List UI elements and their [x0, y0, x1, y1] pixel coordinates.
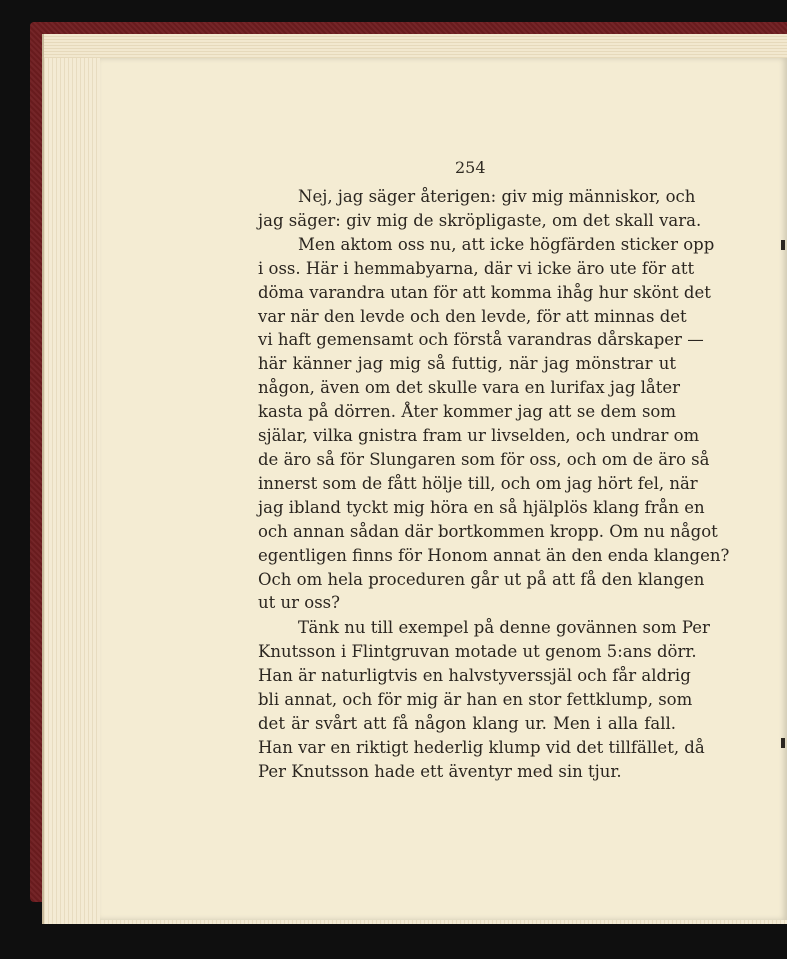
text-line: egentligen finns för Honom annat än den enda klangen? — [258, 545, 730, 565]
margin-mark — [781, 738, 785, 748]
text-line: var när den levde och den levde, för att minnas det — [258, 306, 687, 326]
text-line: och annan sådan där bortkommen kropp. Om nu något — [258, 521, 718, 541]
page-text — [258, 185, 730, 784]
text-line: här känner jag mig så futtig, när jag mönstrar ut — [258, 354, 676, 374]
text-line: det är svårt att få någon klang ur. Men i alla fall. — [258, 713, 676, 733]
text-line: de äro så för Slungaren som för oss, och om de äro så — [258, 449, 710, 469]
text-line: Knutsson i Flintgruvan motade ut genom 5:ans dörr. — [258, 642, 697, 662]
text-line: Nej, jag säger återigen: giv mig människor, och — [298, 187, 696, 206]
text-line: innerst som de fått hölje till, och om jag hört fel, när — [258, 473, 698, 493]
text-line: Han är naturligtvis en halvstyverssjäl och får aldrig — [258, 666, 691, 686]
text-line: vi haft gemensamt och förstå varandras dårskaper — — [258, 330, 704, 350]
text-line: kasta på dörren. Åter kommer jag att se dem som — [258, 402, 676, 422]
text-line: Men aktom oss nu, att icke högfärden sticker opp — [298, 234, 715, 254]
text-line: någon, även om det skulle vara en lurifax jag låter — [258, 378, 681, 398]
text-line: Och om hela proceduren går ut på att få den klangen — [258, 569, 705, 589]
paragraph — [258, 616, 710, 783]
text-line: själar, vilka gnistra fram ur livselden, och undrar om — [258, 426, 700, 446]
page-number: 254 — [455, 158, 486, 177]
paragraph — [258, 185, 730, 615]
text-line: i oss. Här i hemmabyarna, där vi icke äro ute för att — [258, 258, 695, 278]
text-line: döma varandra utan för att komma ihåg hur skönt det — [258, 282, 711, 302]
text-line: Han var en riktigt hederlig klump vid det tillfället, då — [258, 737, 705, 757]
page-top-edge — [44, 34, 787, 58]
text-line: Per Knutsson hade ett äventyr med sin tjur. — [258, 761, 622, 781]
text-line: Tänk nu till exempel på denne govännen som Per — [298, 618, 710, 638]
text-line: jag ibland tyckt mig höra en så hjälplös klang från en — [258, 497, 705, 517]
margin-mark — [781, 240, 785, 250]
text-line: ut ur oss? — [258, 593, 340, 613]
text-line: jag säger: giv mig de skröpligaste, om det skall vara. — [258, 210, 702, 230]
text-line: bli annat, och för mig är han en stor fettklump, som — [258, 690, 693, 710]
